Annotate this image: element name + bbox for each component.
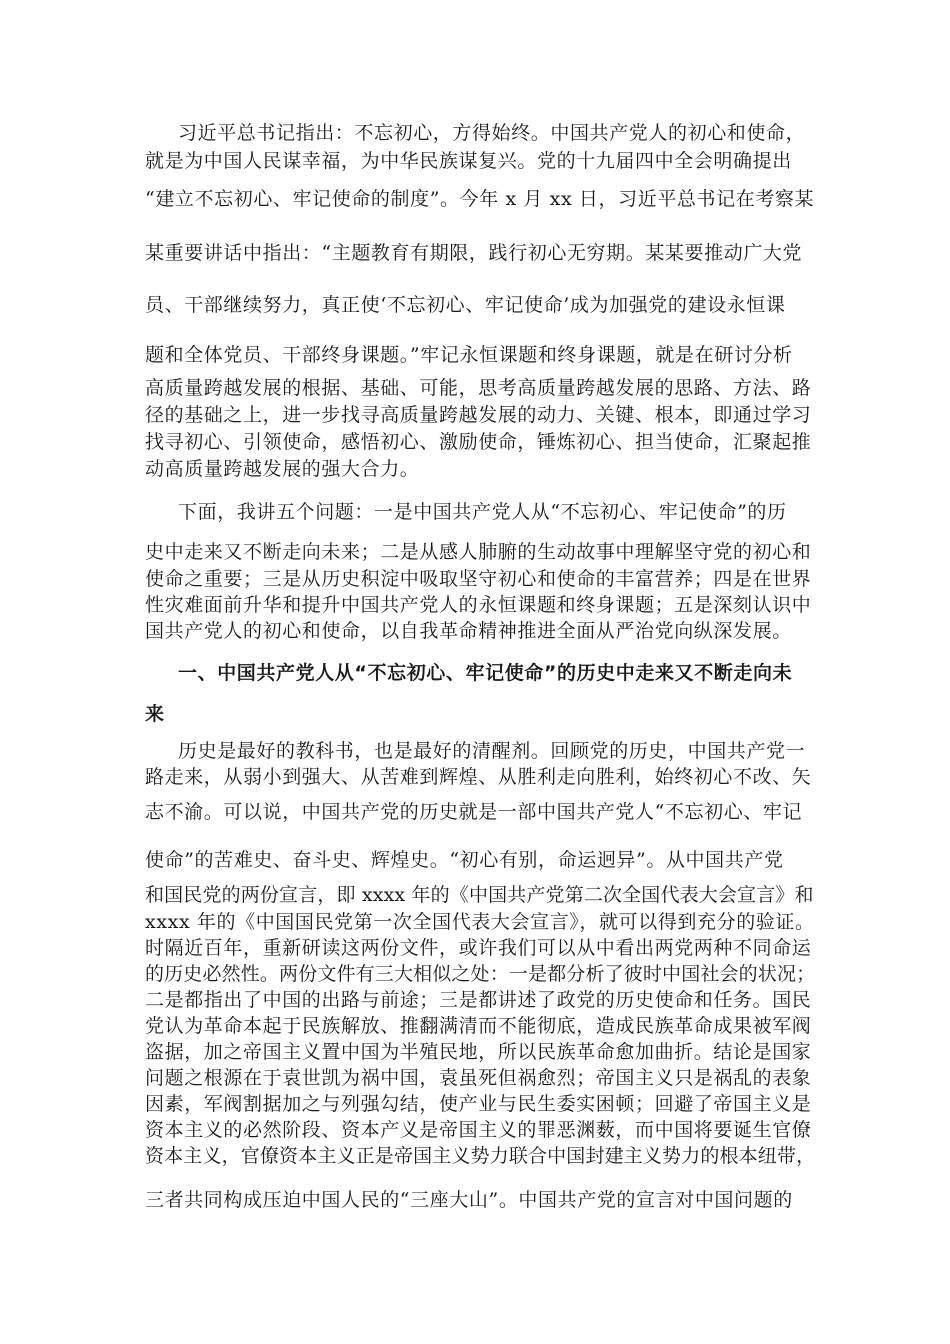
- text-line: 和国民党的两份宣言，即 xxxx 年的《中国共产党第二次全国代表大会宣言》和: [145, 884, 814, 906]
- text-line: 资本主义的必然阶段、资本产义是帝国主义的罪恶渊薮，而中国将要诞生官僚: [145, 1119, 812, 1141]
- text-line: 下面，我讲五个问题：一是中国共产党人从“不忘初心、牢记使命”的历: [178, 501, 787, 523]
- text-line: 高质量跨越发展的根据、基础、可能，思考高质量跨越发展的思路、方法、路: [145, 377, 812, 399]
- text-line: 国共产党人的初心和使命，以自我革命精神推进全面从严治党向纵深发展。: [145, 620, 792, 642]
- text-line: 的历史必然性。两份文件有三大相似之处：一是都分析了彼时中国社会的状况；: [145, 963, 816, 985]
- text-line: 径的基础之上，进一步找寻高质量跨越发展的动力、关键、根本，即通过学习: [145, 404, 812, 426]
- section-heading: 一、中国共产党人从“不忘初心、牢记使命”的历史中走来又不断走向未: [178, 662, 793, 684]
- text-line: 志不渝。可以说，中国共产党的历史就是一部中国共产党人“不忘初心、牢记: [145, 801, 803, 823]
- text-line: 历史是最好的教科书，也是最好的清醒剂。回顾党的历史，中国共产党一: [178, 740, 806, 762]
- text-line: 某重要讲话中指出：“主题教育有期限，践行初心无穷期。某某要推动广大党: [145, 242, 803, 264]
- text-line: 问题之根源在于袁世凯为祸中国，袁虽死但祸愈烈；帝国主义只是祸乱的表象: [145, 1067, 812, 1089]
- text-line: 二是都指出了中国的出路与前途；三是都讲述了政党的历史使命和任务。国民: [145, 989, 812, 1011]
- text-line: xxxx 年的《中国国民党第一次全国代表大会宣言》，就可以得到充分的验证。: [145, 911, 815, 933]
- text-line: 因素，军阀割据加之与列强勾结，使产业与民生委实困顿；回避了帝国主义是: [145, 1093, 812, 1115]
- text-line: 动高质量跨越发展的强大合力。: [145, 458, 420, 480]
- text-line: 就是为中国人民谋幸福，为中华民族谋复兴。党的十九届四中全会明确提出: [145, 150, 792, 172]
- text-line: 三者共同构成压迫中国人民的“三座大山”。中国共产党的宣言对中国问题的: [145, 1189, 793, 1211]
- text-line: 党认为革命本起于民族解放、推翻满清而不能彻底，造成民族革命成果被军阀: [145, 1015, 812, 1037]
- text-line: 时隔近百年，重新研读这两份文件，或许我们可以从中看出两党两种不同命运: [145, 937, 812, 959]
- section-heading: 来: [145, 703, 165, 725]
- text-line: 使命之重要；三是从历史积淀中吸取坚守初心和使命的丰富营养；四是在世界: [145, 568, 812, 590]
- text-line: 习近平总书记指出：不忘初心，方得始终。中国共产党人的初心和使命，: [178, 122, 806, 144]
- text-line: 员、干部继续努力，真正使‘不忘初心、牢记使命’成为加强党的建设永恒课: [145, 294, 786, 316]
- text-line: 使命”的苦难史、奋斗史、辉煌史。“初心有别，命运迥异”。从中国共产党: [145, 849, 784, 871]
- text-line: 性灾难面前升华和提升中国共产党人的永恒课题和终身课题；五是深刻认识中: [145, 594, 812, 616]
- text-line: 找寻初心、引领使命，感悟初心、激励使命，锤炼初心、担当使命，汇聚起推: [145, 431, 812, 453]
- text-line: 史中走来又不断走向未来；二是从感人肺腑的生动故事中理解坚守党的初心和: [145, 541, 812, 563]
- text-line: 资本主义，官僚资本主义正是帝国主义势力联合中国封建主义势力的根本纽带，: [145, 1145, 816, 1167]
- text-line: “建立不忘初心、牢记使命的制度”。今年 x 月 xx 日，习近平总书记在考察某: [145, 188, 815, 210]
- text-line: 盗据，加之帝国主义置中国为半殖民地，所以民族革命愈加曲折。结论是国家: [145, 1041, 812, 1063]
- text-line: 路走来，从弱小到强大、从苦难到辉煌、从胜利走向胜利，始终初心不改、矢: [145, 766, 812, 788]
- text-line: 题和全体党员、干部终身课题。”牢记永恒课题和终身课题，就是在研讨分析: [145, 344, 793, 366]
